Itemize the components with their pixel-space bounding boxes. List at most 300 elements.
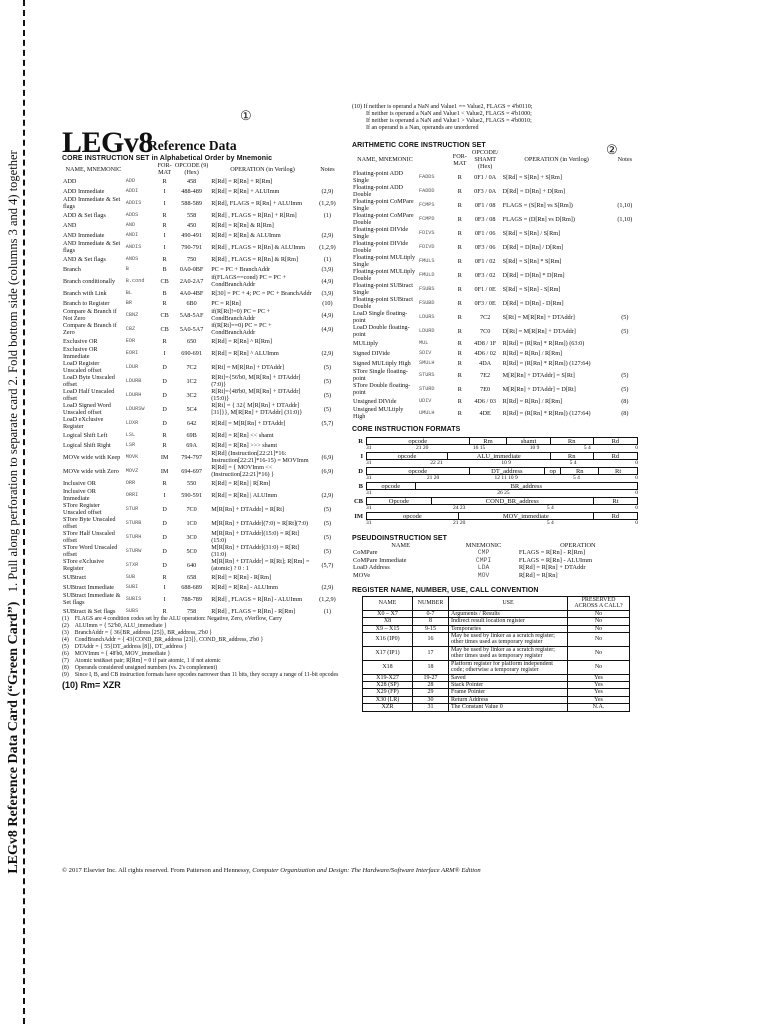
- format-field: opcode: [367, 483, 416, 489]
- column-number-2: ②: [606, 142, 618, 157]
- core-operation: R[Rd] , FLAGS = R[Rn] - ALUImm: [211, 595, 303, 603]
- format-im: [352, 512, 638, 520]
- core-name: MOVe wide with Zero: [63, 467, 119, 475]
- register-number: 18: [413, 660, 449, 674]
- arith-operation: S[Rt] = M[R[Rn] + DTAddr]: [502, 313, 575, 321]
- arith-opcode: 0F3 / 0E: [474, 299, 496, 307]
- core-title: CORE INSTRUCTION SET in Alphabetical Order by Mnemonic: [62, 155, 273, 162]
- footnote: [62, 630, 340, 637]
- core-name: ADD Immediate & Set flags: [63, 196, 121, 210]
- arith-mnemonic: UDIV: [418, 397, 432, 404]
- format-field: shamt: [507, 438, 550, 444]
- arith-col-name: NAME, MNEMONIC: [357, 156, 413, 163]
- arith-notes: [612, 282, 638, 296]
- arith-mnemonic: FCMPD: [418, 215, 435, 222]
- core-opcode: 758: [186, 607, 197, 615]
- core-mnemonic: B: [125, 265, 129, 272]
- arith-format: R: [457, 243, 462, 251]
- register-preserved: Yes: [568, 681, 630, 688]
- format-label: I: [360, 452, 363, 460]
- arith-name: Floating-point ADD Double: [353, 184, 404, 198]
- core-opcode: 790-791: [181, 243, 202, 251]
- arith-mnemonic: FMULD: [418, 271, 435, 278]
- pseudo-name: MOVe: [353, 571, 371, 579]
- format-field: Rd: [611, 453, 620, 460]
- core-opcode: 69B: [186, 431, 197, 439]
- core-row: [62, 374, 340, 388]
- footnote-number: (1): [62, 616, 69, 622]
- arith-operation: D[Rd] = D[Rn] * D[Rm]: [502, 271, 565, 279]
- arith-opcode: 0F1 / 0E: [474, 285, 496, 293]
- pseudo-mnemonic: CMPI: [475, 556, 492, 564]
- arith-row: [352, 296, 638, 310]
- bit-position: 0: [635, 475, 638, 481]
- core-operation: R[Rd] = R[Rn] + ALUImm: [211, 187, 280, 195]
- core-operation: R[Rd] , FLAGS = R[Rn] + R[Rm]: [211, 211, 297, 219]
- core-format: D: [162, 377, 167, 385]
- bit-position: 21 20: [426, 475, 440, 481]
- core-notes: (1,2,9): [319, 243, 336, 251]
- format-fields: [366, 497, 638, 505]
- register-number: 9-15: [413, 625, 449, 632]
- core-name: Exclusive OR Immediate: [63, 346, 98, 360]
- format-bit-positions: [352, 520, 638, 527]
- pseudo-col-mnemonic: MNEMONIC: [465, 542, 502, 549]
- arith-name: Floating-point MULtiply Double: [353, 268, 416, 282]
- core-notes: (3,9): [321, 265, 334, 273]
- arith-format: R: [457, 299, 462, 307]
- core-notes: (6,9): [321, 453, 334, 461]
- core-operation: M[R[Rn] + DTAddr](31:0) = R[Rt](31:0): [211, 544, 300, 558]
- arith-title: ARITHMETIC CORE INSTRUCTION SET: [352, 142, 486, 149]
- arith-opcode: 4D8 / 1F: [474, 339, 497, 347]
- footnote-number: (2): [62, 623, 69, 629]
- sidebar-text: LEGv8 Reference Data Card (“Green Card”) 1. Pull along perforation to separate card 2. Fold bottom side (columns 3 and 4) together: [6, 150, 21, 874]
- core-instruction-table: [62, 162, 340, 616]
- arith-row: [352, 382, 638, 396]
- core-name: Branch conditionally: [63, 277, 116, 285]
- core-opcode: 688-689: [181, 583, 202, 591]
- arith-row: [352, 348, 638, 358]
- arith-mnemonic: FDIVD: [418, 243, 435, 250]
- core-mnemonic: ANDS: [125, 255, 139, 262]
- nan-notes: [352, 104, 638, 132]
- core-notes: (5): [323, 533, 332, 541]
- core-row: [62, 264, 340, 274]
- register-use: Arguments / Results: [449, 610, 568, 617]
- arith-operation: D[Rd] = D[Rn] - D[Rm]: [502, 299, 564, 307]
- format-field: Rm: [470, 438, 508, 444]
- core-row: [62, 196, 340, 210]
- core-notes: (1): [323, 211, 332, 219]
- core-row: [62, 360, 340, 374]
- arith-mnemonic: FDIVS: [418, 229, 435, 236]
- format-field: opcode: [367, 453, 448, 459]
- footnote-number: (3): [62, 630, 69, 636]
- core-format: D: [162, 419, 167, 427]
- arith-format: R: [457, 313, 462, 321]
- core-operation: R[Rd] = R[Rn] + R[Rm]: [211, 177, 273, 185]
- register-name: X30 (LR): [363, 696, 413, 703]
- core-format: IM: [160, 453, 169, 461]
- core-operation: R[Rd] = R[Rn] ^ ALUImm: [211, 349, 279, 357]
- core-mnemonic: CBZ: [125, 325, 136, 332]
- nan-note: If neither is operand a NaN and Value1 > Value2, FLAGS = 4'b0010;: [366, 118, 532, 124]
- arith-operation: R[Rd] = (R[Rn] * R[Rm]) (63:0): [502, 339, 585, 347]
- footnote-text: BranchAddr = { 36{BR_address [25]}, BR_address, 2'b0 }: [74, 630, 213, 636]
- bit-position: 31: [366, 475, 372, 481]
- core-mnemonic: ANDI: [125, 231, 139, 238]
- core-operation: R[Rd] = R[Rn] - R[Rm]: [211, 573, 272, 581]
- bit-position: 31: [366, 445, 372, 451]
- register-number: 8: [413, 618, 449, 625]
- register-preserved: No: [568, 660, 630, 674]
- bit-position: 31: [366, 505, 372, 511]
- register-preserved: Yes: [568, 689, 630, 696]
- core-name: MOVe wide with Keep: [63, 453, 121, 461]
- arith-row: [352, 338, 638, 348]
- core-format: D: [162, 533, 167, 541]
- bit-position: 26 25: [497, 490, 510, 496]
- core-name: STore Register Unscaled offset: [63, 502, 102, 516]
- register-name: X0 – X7: [363, 610, 413, 617]
- arith-notes: [612, 170, 638, 184]
- arith-notes: (5): [621, 385, 629, 393]
- core-operation: R[Rd] = R[Rn] & ALUImm: [211, 231, 281, 239]
- bit-position: 5 4: [573, 475, 580, 481]
- column-number-1: ①: [240, 108, 252, 123]
- core-mnemonic: STURW: [125, 547, 142, 554]
- arith-operation: R[Rd] = (R[Rn] * R[Rm]) (127:64): [502, 359, 591, 367]
- arith-operation: FLAGS = (D[Rn] vs D[Rm]): [502, 215, 575, 223]
- core-row: [62, 440, 340, 450]
- pseudo-row: [352, 549, 638, 556]
- format-cb: [352, 497, 638, 505]
- core-operation: R[Rd] , FLAGS = R[Rn] & ALUImm: [211, 243, 305, 251]
- arith-name: Signed MULtiply High: [353, 359, 411, 367]
- col-operation: OPERATION (in Verilog): [230, 165, 295, 173]
- core-notes: (10): [322, 299, 333, 307]
- core-operation: R[Rd] = R[Rn] ^ R[Rm]: [211, 337, 272, 345]
- core-operation: if(FLAGS==cond) PC = PC + CondBranchAddr: [211, 274, 286, 288]
- arith-name: STore Double floating-point: [353, 382, 411, 396]
- arith-row: [352, 226, 638, 240]
- core-notes: (5): [323, 519, 332, 527]
- arith-mnemonic: FSUBD: [418, 299, 435, 306]
- arith-row: [352, 406, 638, 420]
- register-number: 29: [413, 689, 449, 696]
- core-mnemonic: SUBIS: [125, 595, 142, 602]
- core-opcode: 7C0: [186, 505, 197, 513]
- register-row: [363, 689, 630, 696]
- arith-opcode: 0F1 / 02: [474, 257, 496, 265]
- arith-operation: R[Rd] = R[Rn] / R[Rm]: [502, 397, 563, 405]
- arith-format: R: [457, 397, 462, 405]
- arith-opcode: 0F3 / 0A: [474, 187, 497, 195]
- core-name: Inclusive OR: [63, 479, 96, 487]
- footnote-text: DTAddr = { 55{DT_address [8]}, DT_address }: [74, 644, 188, 650]
- core-footnotes: [62, 616, 340, 679]
- arith-mnemonic: STURD: [418, 385, 435, 392]
- col-format: FOR- MAT: [157, 162, 172, 176]
- bit-position: 24 23: [453, 505, 466, 511]
- core-notes: [315, 478, 340, 488]
- core-name: STore Byte Unscaled offset: [63, 516, 116, 530]
- arith-notes: [612, 358, 638, 368]
- core-opcode: 7C2: [186, 363, 197, 371]
- arith-name: LoaD Single floating-point: [353, 310, 408, 324]
- core-operation: R[Rt] = { 32{ M[R[Rn] + DTAddr] [31]}}, M[R[Rn] + DTAddr] (31:0)}: [211, 402, 303, 416]
- core-opcode: 550: [186, 479, 197, 487]
- format-label: B: [358, 482, 363, 490]
- core-notes: (1,2,9): [319, 199, 336, 207]
- core-name: Branch: [63, 265, 81, 273]
- footnote-number: (7): [62, 658, 69, 664]
- register-use: The Constant Value 0: [449, 704, 568, 711]
- arith-format: R: [457, 271, 462, 279]
- core-name: LoaD eXclusive Register: [63, 416, 104, 430]
- core-name: AND Immediate & Set flags: [63, 240, 121, 254]
- core-notes: [315, 430, 340, 440]
- core-row: [62, 288, 340, 298]
- format-bit-positions: [352, 445, 638, 452]
- core-mnemonic: EORI: [125, 349, 139, 356]
- core-name: Branch with Link: [63, 289, 107, 297]
- bit-position: 0: [635, 445, 638, 451]
- core-notes: [315, 336, 340, 346]
- pseudo-row: [352, 572, 638, 579]
- core-opcode: 694-697: [181, 467, 202, 475]
- arith-name: Unsigned MULtiply High: [353, 406, 404, 420]
- register-use: Platform register for platform independent code; otherwise a temporary register: [449, 660, 568, 674]
- pseudo-col-name: NAME: [391, 542, 411, 549]
- arith-opcode: 7E0: [480, 385, 491, 393]
- bit-position: 21 20: [453, 520, 466, 526]
- arith-opcode: 7C0: [479, 327, 491, 335]
- core-name: ADD: [63, 177, 77, 185]
- core-operation: R[Rd] = R[Rn] - ALUImm: [211, 583, 278, 591]
- core-opcode: 1C2: [186, 377, 197, 385]
- core-row: [62, 346, 340, 360]
- arith-mnemonic: FSUBS: [418, 285, 435, 292]
- core-mnemonic: LDURB: [125, 377, 142, 384]
- arith-mnemonic: STURS: [418, 371, 435, 378]
- core-opcode: 4A0-4BF: [179, 289, 204, 297]
- arith-row: [352, 310, 638, 324]
- footnote: [62, 644, 340, 651]
- arith-notes: (1,10): [617, 215, 633, 223]
- core-row: [62, 254, 340, 264]
- arith-row: [352, 198, 638, 212]
- register-use: Indirect result location register: [449, 618, 568, 625]
- core-opcode: 6B0: [186, 299, 197, 307]
- arith-format: R: [457, 285, 462, 293]
- bit-position: 5 4: [569, 460, 577, 466]
- core-row: [62, 544, 340, 558]
- reg-col-preserved: PRESERVED ACROSS A CALL?: [568, 597, 630, 611]
- format-field: DT_address: [470, 468, 546, 474]
- arith-notes: [612, 348, 638, 358]
- core-row: [62, 502, 340, 516]
- arith-opcode: 0F3 / 06: [474, 243, 496, 251]
- format-field: MOV_immediate: [459, 513, 594, 519]
- arith-operation: S[Rd] = S[Rn] * S[Rm]: [502, 257, 562, 265]
- arith-operation: S[Rd] = S[Rn] / S[Rm]: [502, 229, 561, 237]
- pseudo-mnemonic: MOV: [477, 571, 490, 579]
- format-fields: [366, 467, 638, 475]
- nan-note: If neither is operand a NaN and Value1 < Value2, FLAGS = 4'b1000;: [366, 111, 532, 117]
- register-row: [363, 674, 630, 681]
- core-mnemonic: ANDIS: [125, 243, 142, 250]
- register-preserved: No: [568, 625, 630, 632]
- core-notes: (4,9): [321, 277, 334, 285]
- core-notes: (2,9): [321, 231, 334, 239]
- core-opcode: 5C4: [186, 405, 197, 413]
- core-name: LoaD Register Unscaled offset: [63, 360, 102, 374]
- arith-name: Floating-point CoMPare Double: [353, 212, 414, 226]
- register-name: X16 (IP0): [363, 633, 413, 647]
- footnote-text: CondBranchAddr = { 43{COND_BR_address [23]}, COND_BR_address, 2'b0 }: [74, 637, 264, 643]
- core-format: R: [162, 441, 167, 449]
- format-fields: [366, 512, 638, 520]
- core-format: D: [162, 505, 167, 513]
- core-row: [62, 308, 340, 322]
- formats-title: CORE INSTRUCTION FORMATS: [352, 426, 461, 433]
- core-notes: (5): [323, 547, 332, 555]
- arith-format: R: [457, 409, 462, 417]
- arith-notes: [612, 184, 638, 198]
- bit-position: 21 20: [416, 445, 429, 451]
- core-format: R: [162, 221, 167, 229]
- arith-opcode: 0F3 / 08: [474, 215, 496, 223]
- footnote: [62, 623, 340, 630]
- arith-notes: [612, 240, 638, 254]
- arith-row: [352, 268, 638, 282]
- footnote: [62, 637, 340, 644]
- core-opcode: 3C2: [186, 391, 197, 399]
- bit-position: 10 9: [501, 460, 511, 466]
- core-opcode: 0A0-0BF: [179, 265, 204, 273]
- arith-mnemonic: FMULS: [418, 257, 435, 264]
- arith-format: R: [457, 257, 462, 265]
- core-name: Logical Shift Left: [63, 431, 108, 439]
- core-notes: [315, 440, 340, 450]
- arith-notes: [612, 226, 638, 240]
- core-opcode: 640: [186, 561, 197, 569]
- card-title: Reference Data: [148, 138, 237, 153]
- core-mnemonic: LDUR: [125, 363, 139, 370]
- format-field: Rt: [614, 468, 622, 475]
- arith-row: [352, 184, 638, 198]
- arith-notes: (8): [621, 397, 629, 405]
- format-fields: [366, 482, 638, 490]
- register-preserved: No: [568, 610, 630, 617]
- core-mnemonic: ORRI: [125, 491, 139, 498]
- core-format: B: [162, 289, 167, 297]
- register-row: [363, 696, 630, 703]
- register-row: [363, 646, 630, 660]
- core-notes: (5): [323, 505, 332, 513]
- core-mnemonic: LSR: [125, 441, 136, 448]
- core-name: SUBtract Immediate: [63, 583, 115, 591]
- arith-operation: M[R[Rn] + DTAddr] = D[Rt]: [502, 385, 576, 393]
- format-label: IM: [354, 512, 363, 520]
- core-notes: [315, 176, 340, 186]
- core-name: SUBtract: [63, 573, 87, 581]
- core-format: I: [163, 595, 166, 603]
- register-use: May be used by linker as a scratch register; other times used as temporary register: [449, 646, 568, 660]
- core-name: LoaD Half Unscaled offset: [63, 388, 115, 402]
- core-row: [62, 450, 340, 464]
- register-row: [363, 610, 630, 617]
- arith-row: [352, 358, 638, 368]
- format-field: Rt: [612, 498, 619, 505]
- core-notes: (1): [323, 255, 332, 263]
- arith-name: Floating-point DIVide Single: [353, 226, 409, 240]
- pseudo-name: CoMPare: [353, 549, 378, 557]
- core-mnemonic: ADDS: [125, 211, 139, 218]
- core-notes: (5,7): [321, 561, 334, 569]
- core-opcode: 69A: [186, 441, 197, 449]
- pseudo-mnemonic: LDA: [477, 564, 490, 572]
- format-field: COND_BR_address: [432, 498, 594, 504]
- arith-format: R: [457, 187, 462, 195]
- arith-opcode: 7C2: [479, 313, 491, 321]
- arith-opcode: 4D6 / 03: [474, 397, 496, 405]
- perforation-sidebar: [0, 0, 52, 1024]
- core-row: [62, 488, 340, 502]
- core-format: R: [162, 337, 167, 345]
- core-notes: (4,9): [321, 325, 334, 333]
- handwritten-note: (10) Rm= XZR: [62, 680, 121, 690]
- core-name: SUBtract & Set flags: [63, 607, 116, 615]
- core-format: CB: [160, 325, 169, 333]
- core-format: R: [162, 479, 167, 487]
- core-opcode: 750: [186, 255, 197, 263]
- core-name: STore Word Unscaled offset: [63, 544, 118, 558]
- register-name: X17 (IP1): [363, 646, 413, 660]
- arith-name: LoaD Double floating-point: [353, 324, 410, 338]
- arith-mnemonic: SDIV: [418, 349, 432, 356]
- core-name: STore Half Unscaled offset: [63, 530, 115, 544]
- core-mnemonic: STXR: [125, 561, 139, 568]
- core-row: [62, 210, 340, 220]
- core-operation: R[Rd] = M[R[Rn] + DTAddr]: [211, 419, 286, 427]
- core-name: ADD & Set flags: [63, 211, 106, 219]
- format-field: Rd: [611, 513, 620, 520]
- core-mnemonic: MOVK: [125, 453, 139, 460]
- footnote-text: FLAGS are 4 condition codes set by the ALU operation: Negative, Zero, oVerflow, Carry: [74, 616, 283, 622]
- arith-opcode: 4DA: [479, 359, 492, 367]
- core-format: I: [163, 583, 166, 591]
- footnote: [62, 616, 340, 623]
- core-mnemonic: B.cond: [125, 277, 145, 284]
- pseudo-mnemonic: CMP: [477, 549, 490, 557]
- core-mnemonic: LDXR: [125, 419, 139, 426]
- core-format: D: [162, 363, 167, 371]
- pseudo-row: [352, 564, 638, 571]
- arith-format: R: [457, 385, 462, 393]
- reg-col-number: NUMBER: [413, 597, 449, 611]
- core-notes: (2,9): [321, 187, 334, 195]
- arith-format: R: [457, 229, 462, 237]
- arith-format: R: [457, 215, 462, 223]
- arith-name: STore Single floating-point: [353, 368, 408, 382]
- reg-title: REGISTER NAME, NUMBER, USE, CALL CONVENTION: [352, 587, 539, 595]
- core-operation: PC = R[Rn]: [211, 299, 241, 307]
- core-opcode: 658: [186, 573, 197, 581]
- arith-name: Floating-point ADD Single: [353, 170, 404, 184]
